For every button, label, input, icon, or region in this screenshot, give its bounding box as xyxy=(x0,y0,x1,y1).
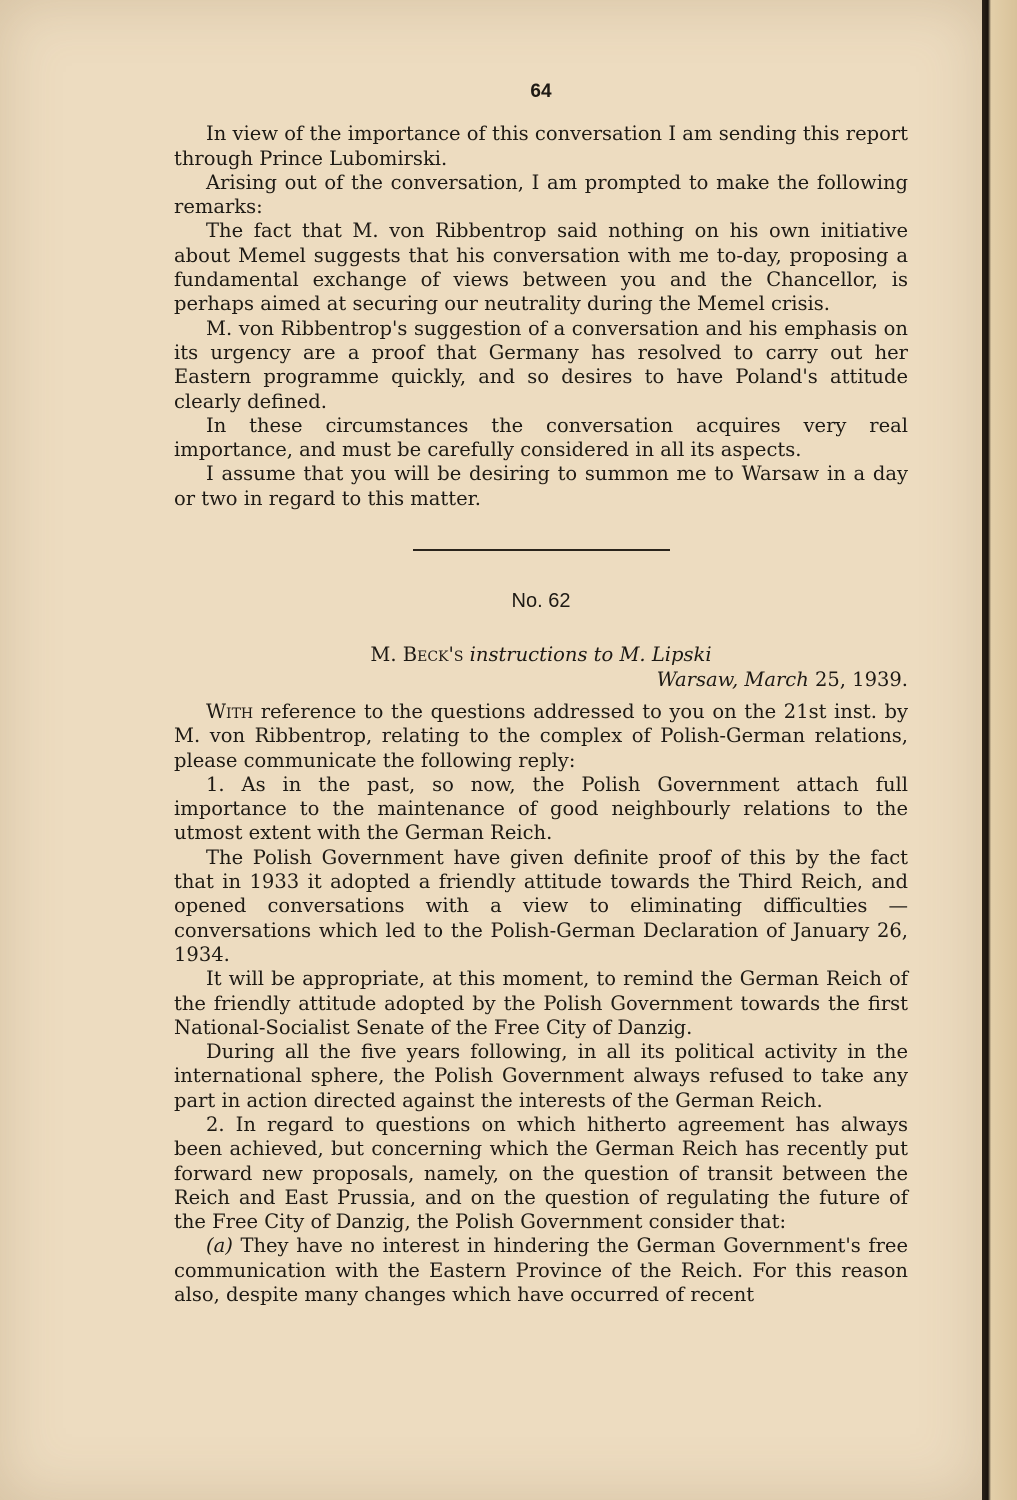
book-spine-edge xyxy=(982,0,1017,1500)
opening-word: With xyxy=(206,699,254,723)
date-place: Warsaw, March xyxy=(656,667,809,691)
body-paragraph: The Polish Government have given definite proof of this by the fact that in 1933 it adopted a friendly attitude towards the Third Reich, and opened conversations with a view to eliminating difficulties —conversations which led to the Polish-German Declaration of January 26, 1934. xyxy=(174,845,908,966)
page-number: 64 xyxy=(530,81,552,102)
page-body xyxy=(174,80,908,1307)
document-date xyxy=(174,668,908,692)
item-a-paragraph xyxy=(174,1234,908,1307)
title-name: Beck's xyxy=(402,643,464,667)
title-prefix: M. xyxy=(370,643,403,667)
opening-paragraph xyxy=(174,700,908,773)
body-paragraph: In view of the importance of this conversation I am sending this report through Prince Lubomirski. xyxy=(174,122,908,170)
title-rest: instructions to M. Lipski xyxy=(463,643,712,667)
body-paragraph: 1. As in the past, so now, the Polish Government attach full importance to the maintenance of good neighbourly relations to the utmost extent with the German Reich. xyxy=(174,772,908,845)
body-paragraph: Arising out of the conversation, I am prompted to make the following remarks: xyxy=(174,170,908,219)
section-divider xyxy=(413,549,670,551)
body-paragraph: In these circumstances the conversation acquires very real importance, and must be carefully considered in all its aspects. xyxy=(174,413,908,462)
item-a-text: They have no interest in hindering the German Government's free communication with the Eastern Province of the Reich. For this reason also, despite many changes which have occurred of recent xyxy=(174,1234,908,1307)
document-number: No. 62 xyxy=(511,590,571,613)
body-paragraph: The fact that M. von Ribbentrop said nothing on his own initiative about Memel suggests that his conversation with me to-day, proposing a fundamental exchange of views between you and the Chancellor, is perhaps aimed at securing our neutrality during the Memel crisis. xyxy=(174,219,908,316)
body-paragraph: During all the five years following, in all its political activity in the international sphere, the Polish Government always refused to take any part in action directed against the interests of the German Reich. xyxy=(174,1040,908,1112)
body-paragraph: It will be appropriate, at this moment, to remind the German Reich of the friendly attitude adopted by the Polish Government towards the first National-Socialist Senate of the Free City of Danzig. xyxy=(174,967,908,1039)
item-a-label: (a) xyxy=(206,1234,233,1258)
body-paragraph: M. von Ribbentrop's suggestion of a conversation and his emphasis on its urgency are a proof that Germany has resolved to carry out her Eastern programme quickly, and so desires to have Poland's attitude clearly defined. xyxy=(174,316,908,413)
document-title xyxy=(174,643,908,667)
date-rest: 25, 1939. xyxy=(808,667,908,691)
body-paragraph: I assume that you will be desiring to summon me to Warsaw in a day or two in regard to this matter. xyxy=(174,462,908,510)
opening-rest: reference to the questions addressed to you on the 21st inst. by M. von Ribbentrop, relating to the complex of Polish-German relations, please communicate the following reply: xyxy=(174,699,908,772)
body-paragraph: 2. In regard to questions on which hitherto agreement has always been achieved, but concerning which the German Reich has recently put forward new proposals, namely, on the question of transit between the Reich and East Prussia, and on the question of regulating the future of the Free City of Danzig, the Polish Government consider that: xyxy=(174,1112,908,1234)
